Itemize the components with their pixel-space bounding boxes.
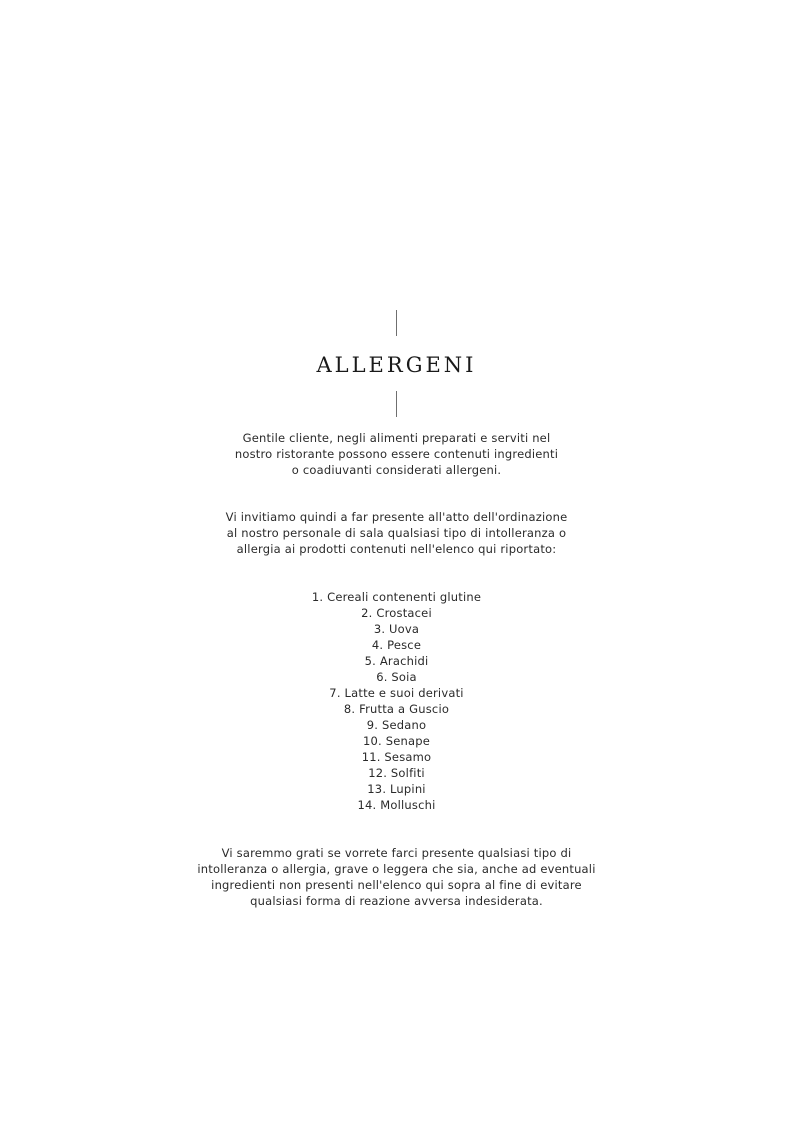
- allergen-item: 9. Sedano: [366, 718, 427, 732]
- invite-paragraph: [0, 509, 793, 557]
- allergen-list: [0, 589, 793, 813]
- page-title: ALLERGENI: [316, 353, 477, 377]
- allergen-item: 13. Lupini: [367, 782, 426, 796]
- invite-line: Vi invitiamo quindi a far presente all'atto dell'ordinazione: [225, 510, 568, 524]
- closing-line: qualsiasi forma di reazione avversa indesiderata.: [250, 894, 543, 908]
- allergen-item: 6. Soia: [376, 670, 417, 684]
- closing-line: ingredienti non presenti nell'elenco qui sopra al fine di evitare: [211, 878, 582, 892]
- allergen-item: 8. Frutta a Guscio: [343, 702, 450, 716]
- allergen-item: 14. Molluschi: [357, 798, 436, 812]
- top-divider-line: [396, 310, 397, 336]
- invite-line: allergia ai prodotti contenuti nell'elenco qui riportato:: [236, 542, 557, 556]
- intro-paragraph: [0, 430, 793, 478]
- allergen-item: 1. Cereali contenenti glutine: [311, 590, 482, 604]
- closing-line: intolleranza o allergia, grave o leggera che sia, anche ad eventuali: [197, 862, 596, 876]
- intro-line: Gentile cliente, negli alimenti preparati e serviti nel: [242, 431, 551, 445]
- allergen-item: 3. Uova: [373, 622, 420, 636]
- allergen-item: 2. Crostacei: [361, 606, 432, 620]
- closing-paragraph: [0, 845, 793, 909]
- allergen-item: 4. Pesce: [371, 638, 422, 652]
- intro-line: nostro ristorante possono essere contenuti ingredienti: [234, 447, 559, 461]
- allergen-item: 11. Sesamo: [361, 750, 432, 764]
- intro-line: o coadiuvanti considerati allergeni.: [291, 463, 502, 477]
- invite-line: al nostro personale di sala qualsiasi tipo di intolleranza o: [226, 526, 567, 540]
- allergen-item: 5. Arachidi: [364, 654, 429, 668]
- closing-line: Vi saremmo grati se vorrete farci presente qualsiasi tipo di: [221, 846, 572, 860]
- bottom-divider-line: [396, 391, 397, 417]
- allergen-item: 7. Latte e suoi derivati: [329, 686, 464, 700]
- allergen-item: 12. Solfiti: [368, 766, 425, 780]
- allergen-item: 10. Senape: [362, 734, 431, 748]
